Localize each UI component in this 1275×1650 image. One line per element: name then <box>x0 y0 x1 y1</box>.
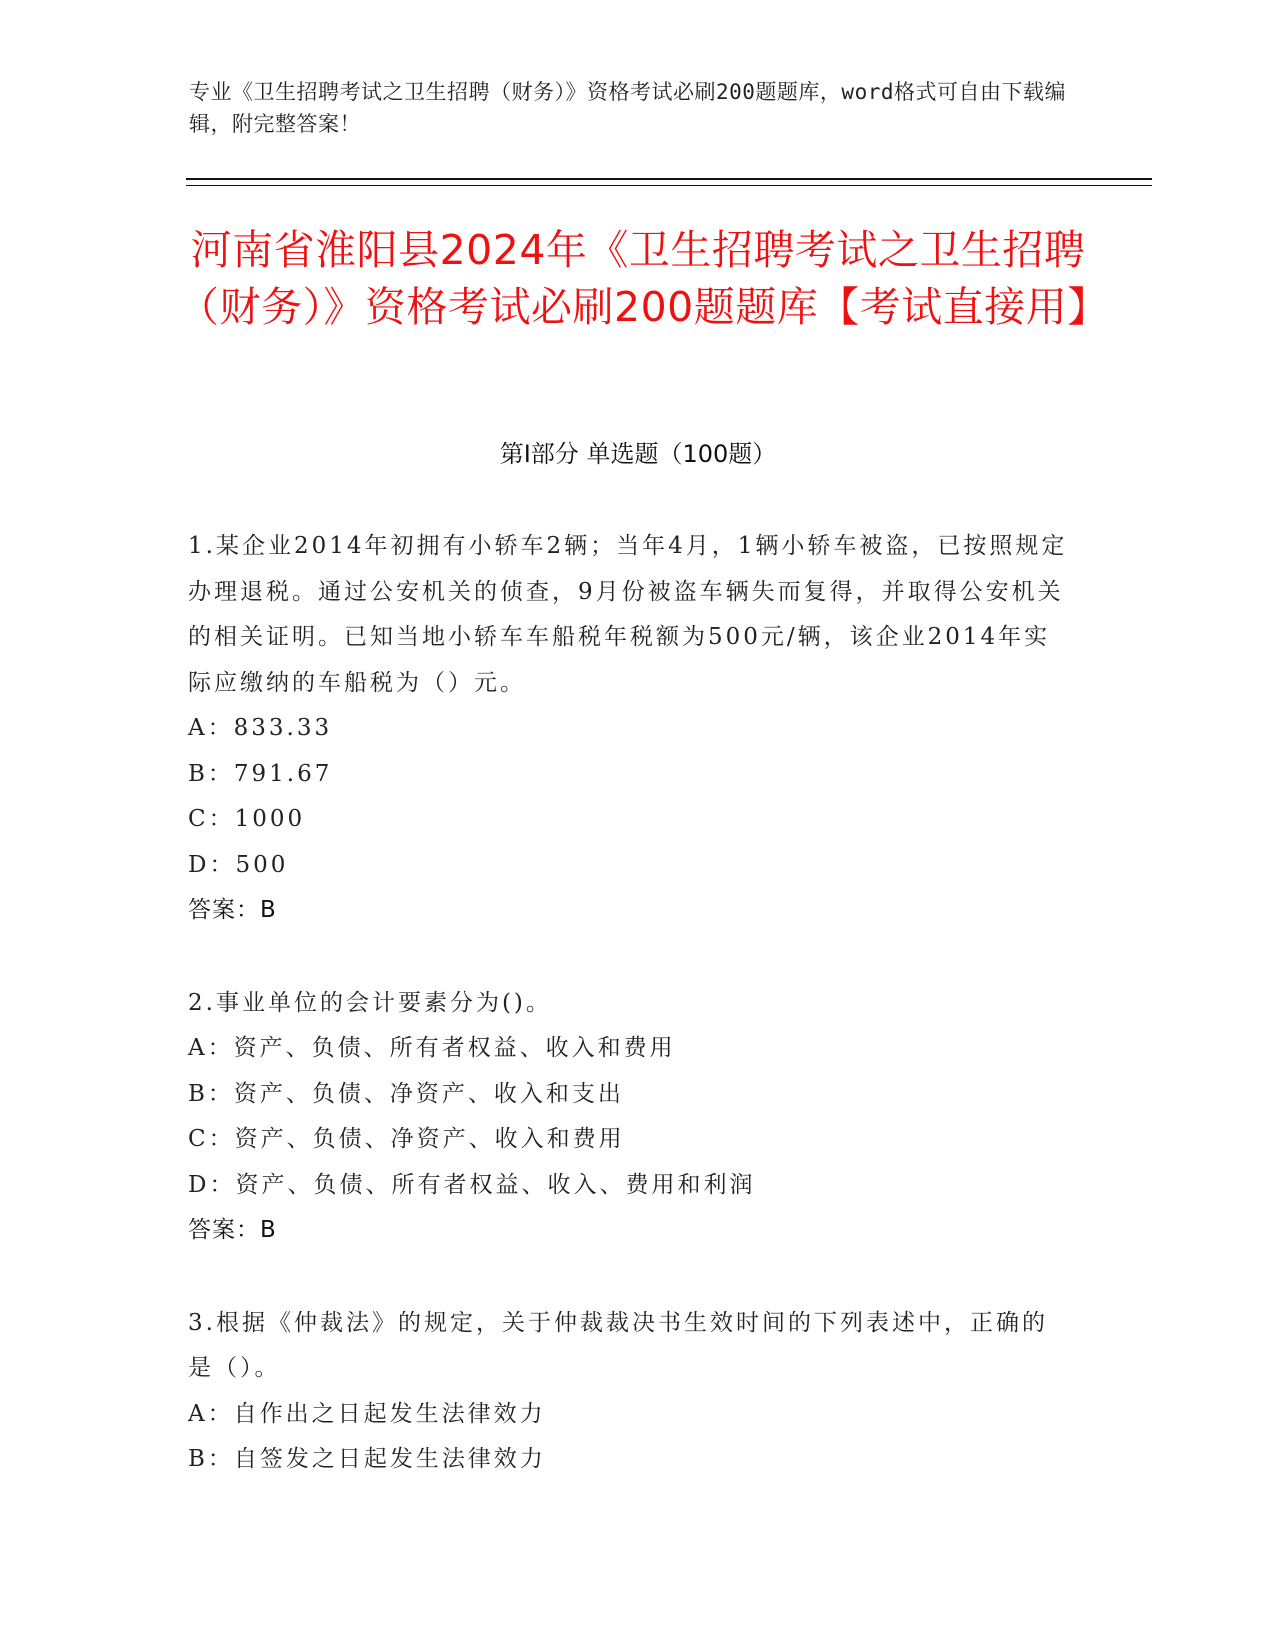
header-rule-thick <box>186 178 1152 180</box>
option-b: B：791.67 <box>188 760 333 787</box>
document-title: 河南省淮阳县2024年《卫生招聘考试之卫生招聘（财务）》资格考试必刷200题题库【考试直接用】 <box>178 226 1109 331</box>
option-b: B：资产、负债、净资产、收入和支出 <box>188 1080 624 1107</box>
option-c: C：1000 <box>188 806 306 832</box>
option-a: A：自作出之日起发生法律效力 <box>188 1400 546 1427</box>
option-d: D：资产、负债、所有者权益、收入、费用和利润 <box>188 1171 756 1198</box>
option-c: C：资产、负债、净资产、收入和费用 <box>188 1126 625 1152</box>
option-a: A：833.33 <box>188 715 333 741</box>
header-note: 专业《卫生招聘考试之卫生招聘（财务）》资格考试必刷200题题库，word格式可自由下载编辑，附完整答案！ <box>189 80 1066 136</box>
question-stem: 3.根据《仲裁法》的规定，关于仲裁裁决书生效时间的下列表述中，正确的是（）。 <box>188 1309 1048 1381</box>
header-rule-thin <box>186 185 1152 186</box>
question-3 <box>188 1301 1068 1483</box>
question-2 <box>188 981 1068 1254</box>
option-d: D：500 <box>188 851 289 878</box>
option-a: A：资产、负债、所有者权益、收入和费用 <box>188 1035 676 1061</box>
answer: 答案：B <box>188 1217 277 1243</box>
question-1 <box>188 524 1068 934</box>
option-b: B：自签发之日起发生法律效力 <box>188 1446 546 1472</box>
question-stem: 1.某企业2014年初拥有小轿车2辆；当年4月，1辆小轿车被盗，已按照规定办理退税。通过公安机关的侦查，9月份被盗车辆失而复得，并取得公安机关的相关证明。已知当地小轿车车船税年税额为500元/辆，该企业2014年实际应缴纳的车船税为（）元。 <box>188 533 1068 696</box>
answer: 答案：B <box>188 897 277 923</box>
section-heading: 第I部分 单选题（100题） <box>499 440 777 468</box>
question-list <box>188 524 1068 1530</box>
question-stem: 2.事业单位的会计要素分为()。 <box>188 989 552 1016</box>
